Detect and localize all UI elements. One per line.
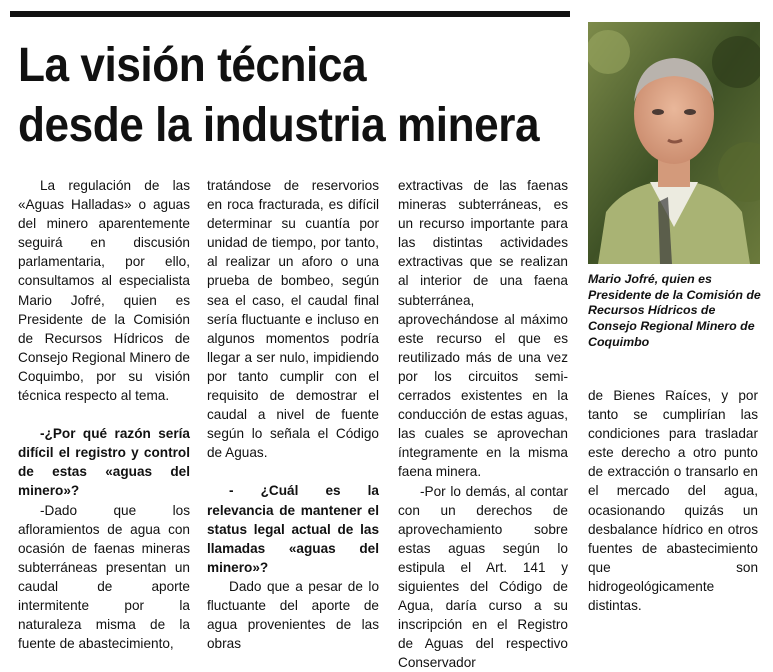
paragraph: -Por lo demás, al contar con un derechos de aprovechamiento sobre estas aguas según lo estipula el Art. 141 y siguientes del Código de Agua, daría curso a su inscripción en el Registro de Aguas del respectivo Conservador	[398, 482, 568, 672]
photo-caption: Mario Jofré, quien es Presidente de la Comisión de Recursos Hídricos de Consejo Regional Minero de Coquimbo	[588, 272, 763, 351]
article-column-1	[18, 176, 190, 653]
top-rule	[10, 11, 570, 17]
headline	[18, 36, 533, 156]
portrait-photo	[588, 22, 760, 264]
article-column-3	[398, 176, 568, 672]
paragraph: de Bienes Raíces, y por tanto se cumplirían las condiciones para trasladar este derecho a otro punto de extracción o transarlo en el mercado del agua, ocasionando quizás un desbalance hídrico en otros fuentes de abastecimiento que son hidrogeológicamente distintas.	[588, 386, 758, 615]
paragraph: -Dado que los afloramientos de agua con ocasión de faenas mineras subterráneas presentan un caudal de aporte intermitente por la naturaleza misma de la fuente de abastecimiento,	[18, 501, 190, 654]
paragraph: tratándose de reservorios en roca fracturada, es difícil determinar su cuantía por unidad de tiempo, por tanto, al realizar un aforo o una prueba de bombeo, según sea el caso, el caudal final sería fluctuante e incluso en algunos momentos podría llegar a ser nulo, impidiendo por tanto cumplir con el requisito de demostrar el caudal a nivel de fuente según lo señala el Código de Aguas.	[207, 176, 379, 462]
question: -¿Por qué razón sería difícil el registro y control de estas «aguas del minero»?	[18, 424, 190, 500]
paragraph: Dado que a pesar de lo fluctuante del aporte de agua provenientes de las obras	[207, 577, 379, 653]
article-column-2	[207, 176, 379, 653]
paragraph: La regulación de las «Aguas Halladas» o aguas del minero aparentemente seguirá en discusión parlamentaria, por ello, consultamos al especialista Mario Jofré, quien es Presidente de la Comisión de Recursos Hídricos de Consejo Regional Minero de Coquimbo, por su visión técnica respecto al tema.	[18, 176, 190, 405]
paragraph: extractivas de las faenas mineras subterráneas, es un recurso importante para las distintas actividades extractivas que se realizan al interior de una faena subterránea, aprovechándose al máximo este recurso el que es reutilizado más de una vez por los circuitos semi-cerrados existentes en la conducción de estas aguas, las cuales se aprovechan íntegramente en la misma faena minera.	[398, 176, 568, 482]
headline-line-1: La visión técnica	[18, 36, 533, 96]
question: - ¿Cuál es la relevancia de mantener el status legal actual de las llamadas «aguas del minero»?	[207, 481, 379, 576]
headline-line-2: desde la industria minera	[18, 96, 533, 156]
portrait-image	[588, 22, 760, 264]
article-column-4	[588, 386, 758, 615]
